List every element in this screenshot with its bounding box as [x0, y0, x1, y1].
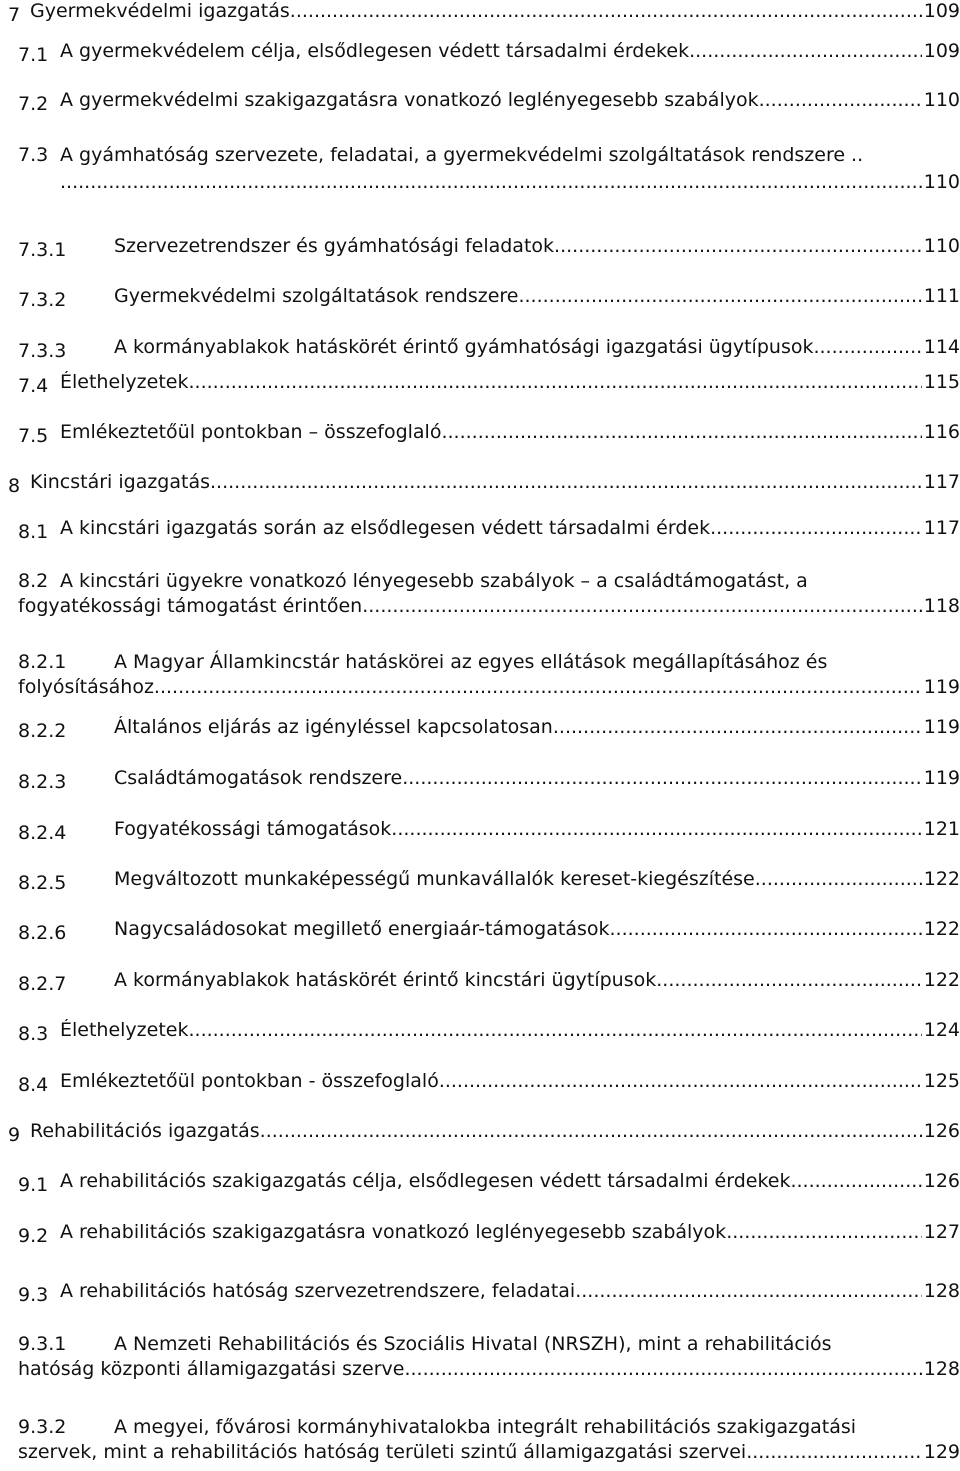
- toc-page-number: 118: [923, 595, 960, 617]
- toc-leader-dots: [154, 676, 922, 698]
- toc-page-number: 121: [923, 818, 960, 840]
- toc-entry-number: 9.3: [18, 1284, 49, 1306]
- toc-leader-dots: [710, 517, 922, 539]
- toc-page-number: 117: [923, 471, 960, 493]
- toc-leader-dots: [518, 285, 921, 307]
- toc-leader-dots: [790, 1170, 921, 1192]
- toc-entry-title: Élethelyzetek: [60, 371, 189, 393]
- toc-entry-number: 8.2.7: [18, 973, 67, 995]
- toc-entry-title: Megváltozott munkaképességű munkavállalók kereset-kiegészítése: [114, 868, 755, 890]
- toc-leader-dots: [260, 1120, 922, 1142]
- toc-page-number: 119: [923, 676, 960, 698]
- toc-entry-number: 7.5: [18, 425, 49, 447]
- toc-entry-number: 8.1: [18, 521, 49, 543]
- toc-leader-dots: [553, 716, 922, 738]
- toc-entry-title: Kincstári igazgatás: [30, 471, 210, 493]
- toc-entry-number: 7.2: [18, 93, 49, 115]
- toc-page-number: 122: [923, 969, 960, 991]
- toc-entry-number: 9.3.1: [18, 1333, 67, 1355]
- toc-entry-number: 7: [8, 4, 21, 26]
- toc-leader-dots: [362, 595, 922, 617]
- toc-entry-title: Emlékeztetőül pontokban - összefoglaló: [60, 1070, 439, 1092]
- toc-leader-dots: [813, 336, 921, 358]
- toc-page-number: 117: [923, 517, 960, 539]
- toc-leader-dots: [726, 1221, 922, 1243]
- toc-leader-dots: [575, 1280, 922, 1302]
- toc-entry-number: 8.2.2: [18, 720, 67, 742]
- toc-page-number: 114: [923, 336, 960, 358]
- toc-entry-number: 8.2.5: [18, 872, 67, 894]
- toc-entry-number: 9.1: [18, 1174, 49, 1196]
- toc-leader-dots: [210, 471, 922, 493]
- toc-entry-title: Emlékeztetőül pontokban – összefoglaló: [60, 421, 442, 443]
- toc-entry-title: A gyermekvédelem célja, elsődlegesen védett társadalmi érdekek: [60, 40, 690, 62]
- toc-page-number: 109: [923, 0, 960, 22]
- toc-entry-number: 9: [8, 1124, 21, 1146]
- toc-entry-number: 8.2.3: [18, 771, 67, 793]
- toc-entry-title: Rehabilitációs igazgatás: [30, 1120, 260, 1142]
- toc-page-number: 122: [923, 918, 960, 940]
- toc-leader-dots: [188, 1019, 921, 1041]
- toc-entry-number: 8.2.1: [18, 651, 67, 673]
- toc-page-number: 119: [923, 716, 960, 738]
- toc-entry-title-continued: fogyatékossági támogatást érintően: [18, 595, 363, 617]
- toc-page-number: 110: [923, 171, 960, 193]
- toc-entry-title-continued: hatóság központi államigazgatási szerve: [18, 1358, 405, 1380]
- toc-page-number: 126: [923, 1170, 960, 1192]
- toc-page-number: 110: [923, 235, 960, 257]
- toc-entry-title: Gyermekvédelmi szolgáltatások rendszere: [114, 285, 519, 307]
- toc-entry-title: A kincstári igazgatás során az elsődlegesen védett társadalmi érdek: [60, 517, 711, 539]
- toc-page-number: 115: [923, 371, 960, 393]
- toc-entry-title: Élethelyzetek: [60, 1019, 189, 1041]
- toc-entry-number: 9.3.2: [18, 1416, 67, 1438]
- toc-entry-title: A rehabilitációs szakigazgatás célja, elsődlegesen védett társadalmi érdekek: [60, 1170, 791, 1192]
- toc-entry-title: Gyermekvédelmi igazgatás: [30, 0, 290, 22]
- toc-entry-number: 7.3.2: [18, 289, 67, 311]
- toc-entry-title: A gyermekvédelmi szakigazgatásra vonatkozó leglényegesebb szabályok: [60, 89, 759, 111]
- toc-entry-title: Fogyatékossági támogatások: [114, 818, 392, 840]
- toc-page-number: 119: [923, 767, 960, 789]
- toc-page-number: 110: [923, 89, 960, 111]
- toc-leader-dots: [391, 818, 921, 840]
- toc-entry-number: 8: [8, 475, 21, 497]
- toc-entry-title: A rehabilitációs szakigazgatásra vonatkozó leglényegesebb szabályok: [60, 1221, 727, 1243]
- toc-entry-title: Szervezetrendszer és gyámhatósági feladatok: [114, 235, 555, 257]
- toc-page-number: 125: [923, 1070, 960, 1092]
- toc-leader-dots: [439, 1070, 922, 1092]
- toc-leader-dots: [402, 767, 922, 789]
- toc-page-number: 127: [923, 1221, 960, 1243]
- toc-entry-title: A Nemzeti Rehabilitációs és Szociális Hivatal (NRSZH), mint a rehabilitációs: [114, 1333, 832, 1355]
- toc-entry-title-continued: szervek, mint a rehabilitációs hatóság területi szintű államigazgatási szervei: [18, 1441, 747, 1463]
- toc-page-number: 122: [923, 868, 960, 890]
- toc-leader-dots: [60, 171, 922, 193]
- toc-leader-dots: [759, 89, 922, 111]
- toc-entry-number: 7.3: [18, 144, 49, 166]
- toc-leader-dots: [290, 0, 922, 22]
- toc-leader-dots: [755, 868, 922, 890]
- toc-entry-title-continued: folyósításához: [18, 676, 154, 698]
- toc-entry-title: A kormányablakok hatáskörét érintő kincstári ügytípusok: [114, 969, 657, 991]
- toc-entry-title: A rehabilitációs hatóság szervezetrendszere, feladatai: [60, 1280, 576, 1302]
- toc-leader-dots: [746, 1441, 922, 1463]
- toc-entry-title: Családtámogatások rendszere: [114, 767, 403, 789]
- toc-entry-number: 7.3.3: [18, 340, 67, 362]
- toc-entry-title: A kormányablakok hatáskörét érintő gyámhatósági igazgatási ügytípusok: [114, 336, 814, 358]
- toc-leader-dots: [656, 969, 921, 991]
- toc-entry-number: 8.2: [18, 570, 49, 592]
- toc-entry-number: 7.4: [18, 375, 49, 397]
- toc-entry-number: 8.2.6: [18, 922, 67, 944]
- toc-entry-number: 9.2: [18, 1225, 49, 1247]
- toc-leader-dots: [610, 918, 922, 940]
- toc-leader-dots: [554, 235, 922, 257]
- toc-page-number: 128: [923, 1358, 960, 1380]
- toc-leader-dots: [689, 40, 922, 62]
- toc-entry-number: 7.1: [18, 44, 49, 66]
- toc-entry-number: 8.4: [18, 1074, 49, 1096]
- toc-leader-dots: [188, 371, 921, 393]
- toc-leader-dots: [404, 1358, 921, 1380]
- toc-page-number: 111: [923, 285, 960, 307]
- toc-page-number: 109: [923, 40, 960, 62]
- toc-entry-number: 8.2.4: [18, 822, 67, 844]
- toc-entry-title: Általános eljárás az igényléssel kapcsolatosan: [114, 716, 553, 738]
- toc-entry-number: 7.3.1: [18, 239, 67, 261]
- toc-entry-title: A Magyar Államkincstár hatáskörei az egyes ellátások megállapításához és: [114, 651, 828, 673]
- toc-entry-number: 8.3: [18, 1023, 49, 1045]
- toc-page-number: 129: [923, 1441, 960, 1463]
- toc-page-number: 128: [923, 1280, 960, 1302]
- toc-entry-title: Nagycsaládosokat megillető energiaár-támogatások: [114, 918, 610, 940]
- toc-page-number: 126: [923, 1120, 960, 1142]
- toc-entry-title: A gyámhatóság szervezete, feladatai, a gyermekvédelmi szolgáltatások rendszere ..: [60, 144, 864, 166]
- toc-entry-title: A kincstári ügyekre vonatkozó lényegesebb szabályok – a családtámogatást, a: [60, 570, 808, 592]
- toc-entry-title: A megyei, fővárosi kormányhivatalokba integrált rehabilitációs szakigazgatási: [114, 1416, 857, 1438]
- toc-leader-dots: [441, 421, 921, 443]
- toc-page-number: 116: [923, 421, 960, 443]
- toc-page-number: 124: [923, 1019, 960, 1041]
